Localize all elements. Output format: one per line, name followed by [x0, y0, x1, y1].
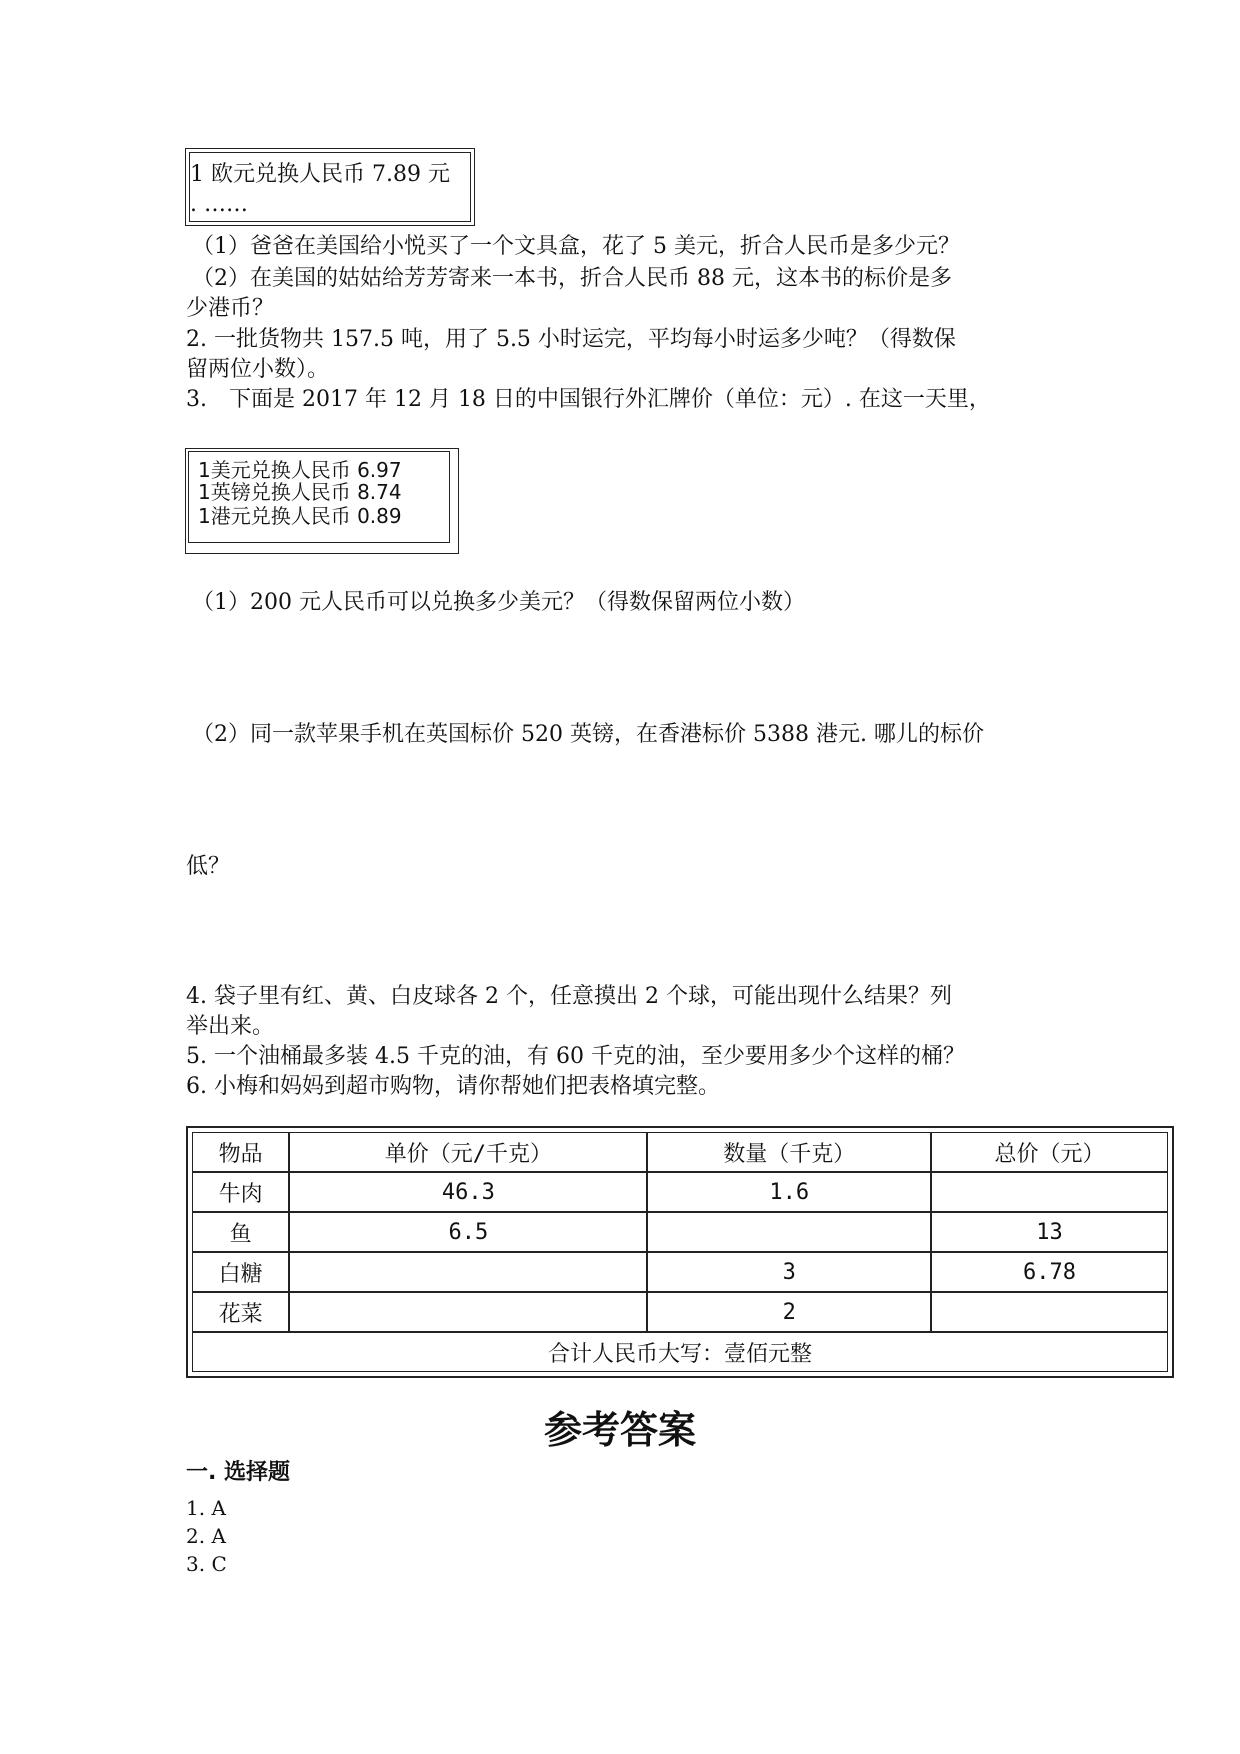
q1-sub1: （1）爸爸在美国给小悦买了一个文具盒，花了 5 美元，折合人民币是多少元？	[192, 234, 960, 259]
rate-hkd: 1港元兑换人民币 0.89	[198, 504, 402, 528]
cell-item: 牛肉	[192, 1172, 289, 1212]
table-row	[192, 1292, 1168, 1332]
euro-rate-text: 1 欧元兑换人民币 7.89 元	[190, 162, 450, 187]
cell-item: 花菜	[192, 1292, 289, 1332]
q3-line: 3. 下面是 2017 年 12 月 18 日的中国银行外汇牌价（单位：元）. 在这一天里，	[186, 387, 991, 412]
table-header-row	[192, 1132, 1168, 1172]
euro-rate-box	[185, 148, 475, 226]
header-total: 总价（元）	[931, 1132, 1168, 1172]
rate-usd: 1美元兑换人民币 6.97	[198, 458, 402, 482]
cell-unit-price: 46.3	[289, 1172, 647, 1212]
table-row	[192, 1252, 1168, 1292]
cell-quantity: 3	[647, 1252, 931, 1292]
euro-rate-ellipsis: . ……	[190, 192, 248, 217]
header-item: 物品	[192, 1132, 289, 1172]
answer-item: 1. A	[186, 1496, 226, 1520]
q4-line2: 举出来。	[186, 1014, 275, 1039]
shopping-table	[186, 1126, 1174, 1378]
q6-line: 6. 小梅和妈妈到超市购物，请你帮她们把表格填完整。	[186, 1074, 720, 1099]
table-total-capitalized: 合计人民币大写：壹佰元整	[192, 1332, 1168, 1372]
rate-gbp: 1英镑兑换人民币 8.74	[198, 480, 402, 504]
q2-line1: 2. 一批货物共 157.5 吨，用了 5.5 小时运完，平均每小时运多少吨？（得数保	[186, 327, 956, 352]
answers-title: 参考答案	[543, 1408, 696, 1452]
cell-item: 鱼	[192, 1212, 289, 1252]
answers-section-heading: 一. 选择题	[186, 1460, 291, 1485]
cell-quantity: 2	[647, 1292, 931, 1332]
q1-sub2-line1: （2）在美国的姑姑给芳芳寄来一本书，折合人民币 88 元，这本书的标价是多	[192, 266, 952, 291]
header-quantity: 数量（千克）	[647, 1132, 931, 1172]
cell-total: 13	[931, 1212, 1168, 1252]
q2-line2: 留两位小数）。	[186, 357, 330, 382]
cell-unit-price	[289, 1252, 647, 1292]
q3-sub1: （1）200 元人民币可以兑换多少美元？（得数保留两位小数）	[192, 590, 805, 615]
cell-total	[931, 1292, 1168, 1332]
table-row	[192, 1172, 1168, 1212]
header-unit-price: 单价（元/千克）	[289, 1132, 647, 1172]
cell-total	[931, 1172, 1168, 1212]
cell-quantity: 1.6	[647, 1172, 931, 1212]
q3-sub2-line1: （2）同一款苹果手机在英国标价 520 英镑，在香港标价 5388 港元. 哪儿的标价	[192, 722, 984, 747]
cell-item: 白糖	[192, 1252, 289, 1292]
q1-sub2-line2: 少港币？	[186, 296, 275, 321]
cell-quantity	[647, 1212, 931, 1252]
q3-sub2-line2: 低？	[186, 854, 231, 879]
table-row	[192, 1212, 1168, 1252]
q4-line1: 4. 袋子里有红、黄、白皮球各 2 个，任意摸出 2 个球，可能出现什么结果？列	[186, 984, 952, 1009]
answer-item: 3. C	[186, 1552, 227, 1576]
cell-total: 6.78	[931, 1252, 1168, 1292]
exchange-rate-box	[185, 448, 459, 554]
q5-line: 5. 一个油桶最多装 4.5 千克的油，有 60 千克的油，至少要用多少个这样的桶？	[186, 1044, 965, 1069]
answer-item: 2. A	[186, 1524, 226, 1548]
table-footer-row	[192, 1332, 1168, 1372]
cell-unit-price	[289, 1292, 647, 1332]
cell-unit-price: 6.5	[289, 1212, 647, 1252]
